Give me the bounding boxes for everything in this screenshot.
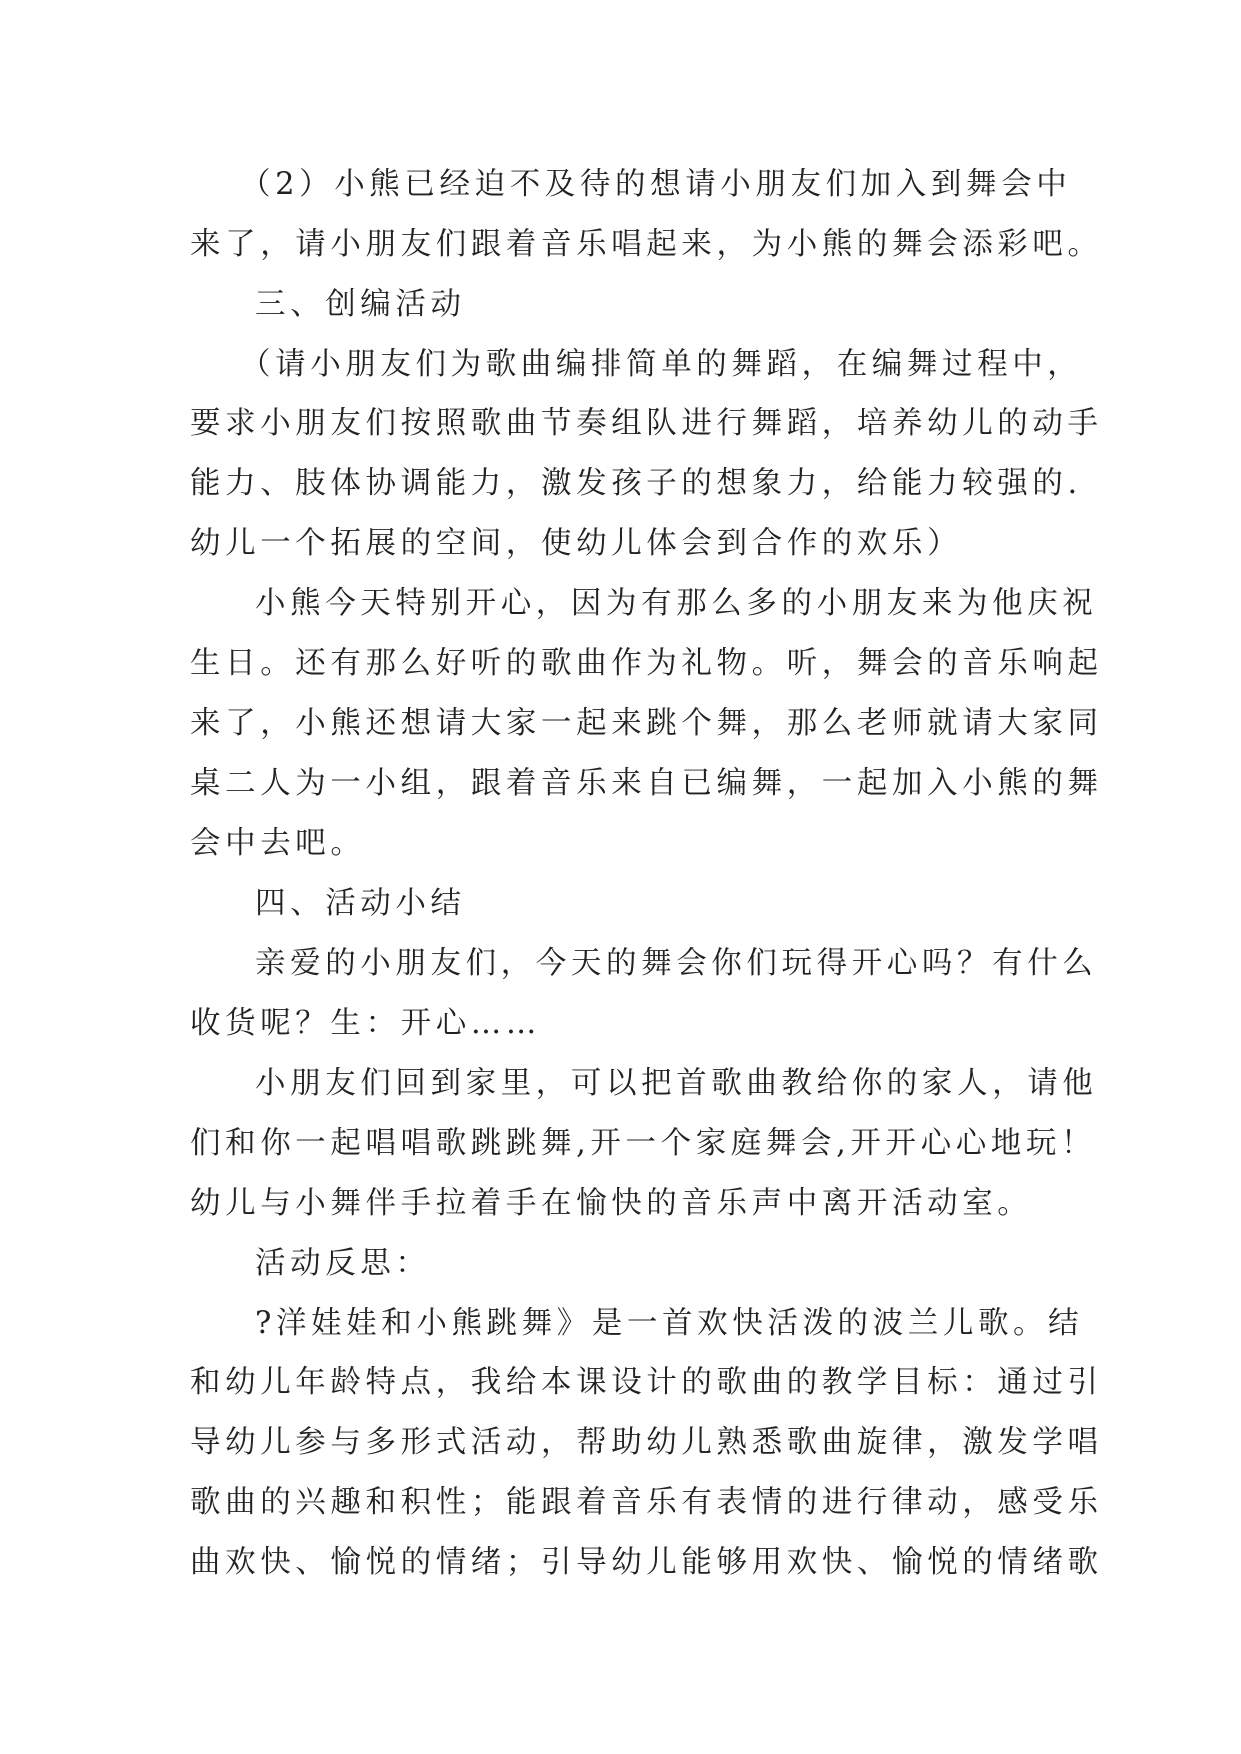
paragraph-line: （2）小熊已经迫不及待的想请小朋友们加入到舞会中 (240, 167, 1072, 202)
paragraph-line: 桌二人为一小组，跟着音乐来自已编舞，一起加入小熊的舞 (190, 766, 1103, 801)
paragraph-line: 歌曲的兴趣和积性；能跟着音乐有表情的进行律动，感受乐 (190, 1485, 1103, 1520)
paragraph-line: 小朋友们回到家里，可以把首歌曲教给你的家人，请他 (255, 1066, 1098, 1101)
paragraph-line: 会中去吧。 (190, 826, 366, 861)
paragraph-line: 们和你一起唱唱歌跳跳舞,开一个家庭舞会,开开心心地玩！ (190, 1126, 1097, 1161)
paragraph-line: 生日。还有那么好听的歌曲作为礼物。听，舞会的音乐响起 (190, 646, 1103, 681)
paragraph-line: 幼儿与小舞伴手拉着手在愉快的音乐声中离开活动室。 (190, 1186, 1033, 1221)
paragraph-line: 要求小朋友们按照歌曲节奏组队进行舞蹈，培养幼儿的动手 (190, 406, 1103, 441)
paragraph-line: 亲爱的小朋友们，今天的舞会你们玩得开心吗？有什么 (255, 946, 1098, 981)
paragraph-line: 曲欢快、愉悦的情绪；引导幼儿能够用欢快、愉悦的情绪歌 (190, 1545, 1103, 1580)
paragraph-line: 来了，小熊还想请大家一起来跳个舞，那么老师就请大家同 (190, 706, 1103, 741)
section-heading: 活动反思： (255, 1246, 431, 1281)
paragraph-line: 来了，请小朋友们跟着音乐唱起来，为小熊的舞会添彩吧。 (190, 227, 1103, 262)
paragraph-line: 导幼儿参与多形式活动，帮助幼儿熟悉歌曲旋律，激发学唱 (190, 1425, 1103, 1460)
section-heading: 三、创编活动 (255, 287, 466, 322)
section-heading: 四、活动小结 (255, 886, 466, 921)
paragraph-line: 收货呢？生：开心…… (190, 1006, 541, 1041)
paragraph-line: 幼儿一个拓展的空间，使幼儿体会到合作的欢乐） (190, 526, 963, 561)
paragraph-line: （请小朋友们为歌曲编排简单的舞蹈，在编舞过程中， (240, 347, 1083, 382)
paragraph-line: ?洋娃娃和小熊跳舞》是一首欢快活泼的波兰儿歌。结 (255, 1306, 1084, 1341)
paragraph-line: 能力、肢体协调能力，激发孩子的想象力，给能力较强的. (190, 466, 1082, 501)
paragraph-line: 小熊今天特别开心，因为有那么多的小朋友来为他庆祝 (255, 586, 1098, 621)
paragraph-line: 和幼儿年龄特点，我给本课设计的歌曲的教学目标：通过引 (190, 1365, 1103, 1400)
